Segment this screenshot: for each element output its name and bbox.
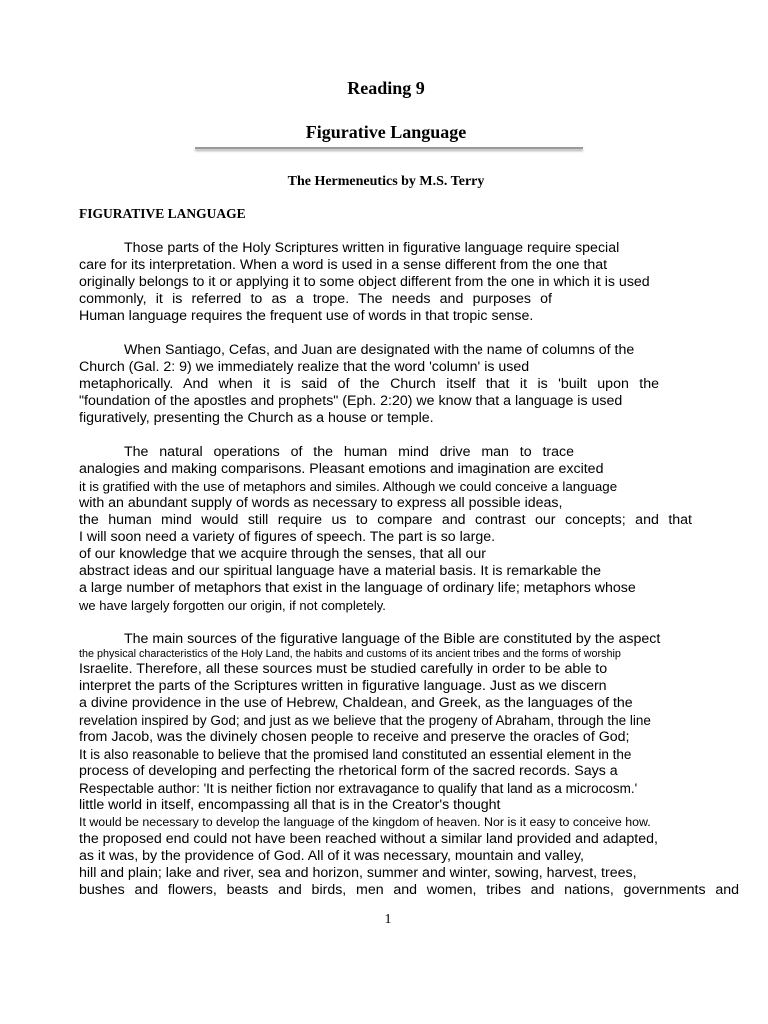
text-line: care for its interpretation. When a word is used in a sense different from the one that: [79, 257, 608, 273]
text-line: we have largely forgotten our origin, if not completely.: [79, 598, 386, 613]
text-line: Church (Gal. 2: 9) we immediately realize that the word 'column' is used: [79, 359, 530, 375]
text-line: abstract ideas and our spiritual language have a material basis. It is remarkable the: [79, 563, 602, 579]
section-heading: FIGURATIVE LANGUAGE: [79, 206, 246, 221]
text-line: Human language requires the frequent use of words in that tropic sense.: [79, 308, 534, 324]
text-line: with an abundant supply of words as necessary to express all possible ideas,: [79, 495, 563, 511]
text-line: it is gratified with the use of metaphors and similes. Although we could conceive a language: [79, 479, 618, 494]
text-line: Respectable author: 'It is neither fiction nor extravagance to qualify that land as a microcosm.': [79, 781, 638, 796]
text-line: When Santiago, Cefas, and Juan are designated with the name of columns of the: [124, 342, 635, 358]
text-line: The main sources of the figurative language of the Bible are constituted by the aspect: [124, 631, 661, 647]
text-line: "foundation of the apostles and prophets" (Eph. 2:20) we know that a language is used: [79, 393, 623, 409]
page-title: Figurative Language: [305, 122, 467, 142]
body-text: [79, 240, 741, 899]
text-line: a large number of metaphors that exist in the language of ordinary life; metaphors whose: [79, 580, 636, 596]
text-line: It would be necessary to develop the language of the kingdom of heaven. Nor is it easy to conceive how.: [79, 815, 651, 829]
paragraph-1: [79, 240, 741, 325]
reading-number: Reading 9: [347, 78, 425, 98]
text-line: the proposed end could not have been reached without a similar land provided and adapted,: [79, 831, 658, 847]
text-line: It is also reasonable to believe that the promised land constituted an essential element in the: [79, 747, 632, 762]
text-line: Israelite. Therefore, all these sources must be studied carefully in order to be able to: [79, 661, 608, 677]
text-line: The natural operations of the human mind drive man to trace: [124, 444, 574, 460]
paragraph-4: [79, 631, 741, 899]
text-line: a divine providence in the use of Hebrew, Chaldean, and Greek, as the languages of the: [79, 695, 633, 711]
text-line: the human mind would still require us to compare and contrast our concepts; and that: [79, 512, 692, 528]
text-line: Those parts of the Holy Scriptures written in figurative language require special: [124, 240, 620, 256]
text-line: metaphorically. And when it is said of the Church itself that it is 'built upon the: [79, 376, 659, 392]
page-number: 1: [384, 912, 392, 927]
text-line: the physical characteristics of the Holy Land, the habits and customs of its ancient tribes and the forms of worship: [79, 648, 621, 660]
text-line: as it was, by the providence of God. All of it was necessary, mountain and valley,: [79, 848, 584, 864]
text-line: little world in itself, encompassing all that is in the Creator's thought: [79, 797, 501, 813]
text-line: revelation inspired by God; and just as we believe that the progeny of Abraham, through the line: [79, 713, 651, 728]
title-divider: [195, 147, 583, 149]
text-line: bushes and flowers, beasts and birds, men and women, tribes and nations, governments and: [79, 882, 739, 898]
text-line: commonly, it is referred to as a trope. The needs and purposes of: [79, 291, 552, 307]
text-line: figuratively, presenting the Church as a house or temple.: [79, 410, 434, 426]
text-line: from Jacob, was the divinely chosen people to receive and preserve the oracles of God;: [79, 729, 630, 745]
text-line: originally belongs to it or applying it to some object different from the one in which it is used: [79, 274, 650, 290]
text-line: I will soon need a variety of figures of speech. The part is so large.: [79, 529, 496, 545]
text-line: interpret the parts of the Scriptures written in figurative language. Just as we discern: [79, 678, 607, 694]
paragraph-3: [79, 444, 741, 614]
text-line: of our knowledge that we acquire through the senses, that all our: [79, 546, 486, 562]
text-line: hill and plain; lake and river, sea and horizon, summer and winter, sowing, harvest, trees,: [79, 865, 637, 881]
text-line: analogies and making comparisons. Pleasant emotions and imagination are excited: [79, 461, 604, 477]
source-subtitle: The Hermeneutics by M.S. Terry: [287, 174, 485, 189]
paragraph-2: [79, 342, 741, 427]
text-line: process of developing and perfecting the rhetorical form of the sacred records. Says a: [79, 763, 618, 779]
